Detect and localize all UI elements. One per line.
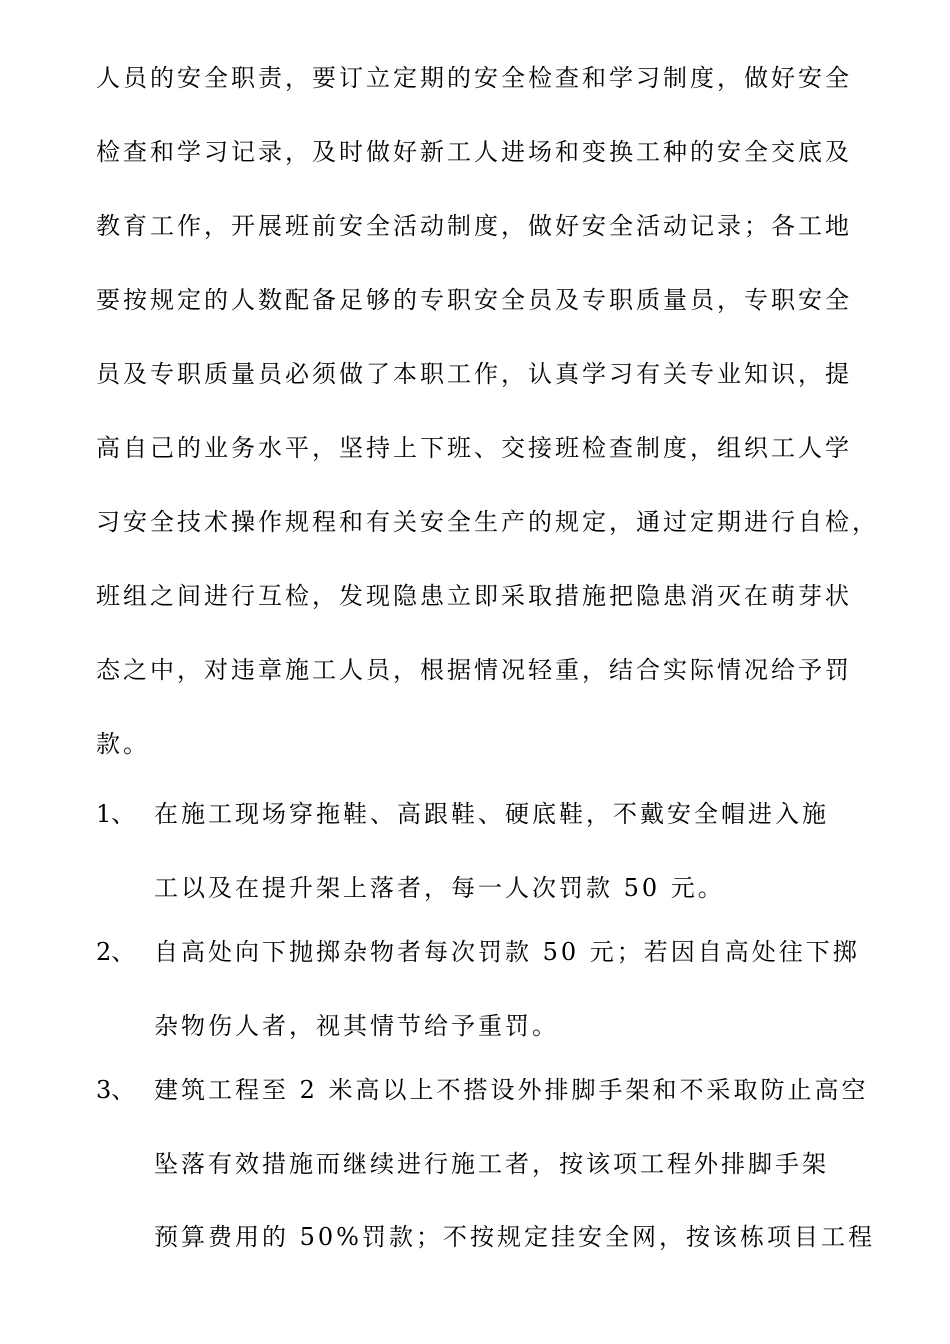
list-item-number: 1、 — [96, 800, 136, 828]
paragraph-line: 要按规定的人数配备足够的专职安全员及专职质量员，专职安全 — [96, 286, 852, 314]
paragraph-line: 教育工作，开展班前安全活动制度，做好安全活动记录；各工地 — [96, 212, 852, 240]
list-item-line: 杂物伤人者，视其情节给予重罚。 — [154, 1012, 559, 1040]
paragraph-line: 高自己的业务水平，坚持上下班、交接班检查制度，组织工人学 — [96, 434, 852, 462]
paragraph-line: 人员的安全职责，要订立定期的安全检查和学习制度，做好安全 — [96, 64, 852, 92]
paragraph-line: 态之中，对违章施工人员，根据情况轻重，结合实际情况给予罚 — [96, 656, 852, 684]
paragraph-line: 款。 — [96, 730, 150, 758]
list-item-line: 建筑工程至 2 米高以上不搭设外排脚手架和不采取防止高空 — [154, 1076, 869, 1104]
paragraph-line: 班组之间进行互检，发现隐患立即采取措施把隐患消灭在萌芽状 — [96, 582, 852, 610]
list-item-line: 自高处向下抛掷杂物者每次罚款 50 元；若因自高处往下掷 — [154, 938, 860, 966]
list-item-line: 预算费用的 50%罚款；不按规定挂安全网，按该栋项目工程 — [154, 1223, 875, 1251]
list-item-number: 2、 — [96, 938, 136, 966]
list-item-line: 工以及在提升架上落者，每一人次罚款 50 元。 — [154, 874, 725, 902]
list-item-line: 坠落有效措施而继续进行施工者，按该项工程外排脚手架 — [154, 1150, 829, 1178]
list-item-number: 3、 — [96, 1076, 136, 1104]
list-item-line: 在施工现场穿拖鞋、高跟鞋、硬底鞋，不戴安全帽进入施 — [154, 800, 829, 828]
paragraph-line: 检查和学习记录，及时做好新工人进场和变换工种的安全交底及 — [96, 138, 852, 166]
paragraph-line: 员及专职质量员必须做了本职工作，认真学习有关专业知识，提 — [96, 360, 852, 388]
paragraph-line: 习安全技术操作规程和有关安全生产的规定，通过定期进行自检， — [96, 508, 879, 536]
